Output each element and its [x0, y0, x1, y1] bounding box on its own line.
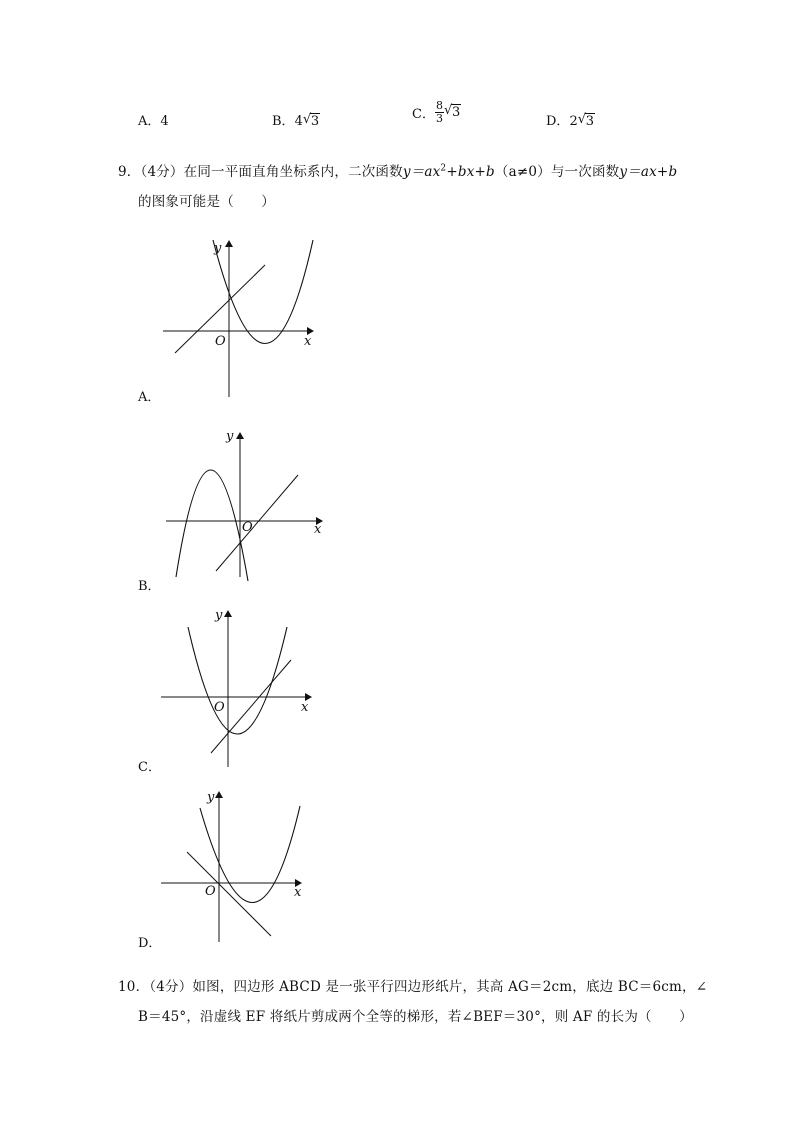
graph-c-label: C．: [138, 760, 161, 775]
origin-label: O: [205, 884, 216, 899]
graph-a-label: A．: [138, 390, 161, 405]
sqrt-symbol: √ 3: [577, 112, 594, 129]
line: [187, 852, 271, 936]
q8-option-a: [138, 110, 169, 129]
axis-label-x: x: [314, 522, 322, 537]
q8-option-c-denominator: 3: [435, 112, 443, 125]
q8-option-c-numerator: 8: [435, 99, 443, 112]
axis-label-y: y: [215, 608, 223, 623]
q8-option-c: [412, 100, 461, 125]
q9-exponent: 2: [440, 163, 447, 174]
q8-option-a-value: 4: [160, 114, 169, 129]
axis-label-y: y: [207, 790, 215, 805]
axis-label-x: x: [301, 700, 309, 715]
axis-label-y: y: [214, 241, 222, 256]
q10-stem-line1: 10．（4分）如图，四边形 ABCD 是一张平行四边形纸片，其高 AG＝2cm，底边 BC＝6cm，∠: [118, 979, 708, 995]
parabola: [213, 240, 313, 344]
q9-stem-line1: [118, 160, 677, 180]
q8-option-d-radicand: 3: [585, 114, 594, 129]
q9-stem-d: （a≠0）与一次函数: [494, 164, 620, 180]
q8-option-b-radicand: 3: [310, 114, 320, 129]
axis-label-y: y: [226, 429, 234, 444]
origin-label: O: [242, 520, 253, 535]
q8-option-d-coef: 2: [569, 114, 578, 129]
q8-option-b-coef: 4: [294, 114, 303, 129]
axis-label-x: x: [294, 885, 302, 900]
sqrt-symbol: √ 3: [302, 112, 320, 129]
q8-option-b-letter: B．: [272, 114, 295, 129]
q8-option-c-radicand: 3: [451, 105, 461, 120]
q9-quadratic-part2: +bx+b: [446, 164, 495, 180]
sqrt-symbol: √ 3: [443, 103, 461, 120]
q8-option-c-letter: C．: [412, 107, 435, 122]
q9-quadratic-part1: y＝ax: [402, 164, 441, 180]
q9-stem-line2: 的图象可能是（ ）: [138, 194, 275, 210]
graph-d: [155, 786, 315, 946]
graph-d-label: D．: [138, 936, 162, 951]
origin-label: O: [214, 700, 225, 715]
q8-option-d-letter: D．: [546, 114, 570, 129]
parabola: [188, 627, 287, 734]
q8-option-d: [546, 110, 595, 129]
axis-label-x: x: [304, 334, 312, 349]
line: [216, 475, 298, 571]
q9-linear-function: y＝ax+b: [619, 164, 678, 180]
graph-c: [155, 605, 325, 770]
q8-option-b: [272, 110, 320, 129]
q9-stem-a: 9．（4分）在同一平面直角坐标系内，二次函数: [118, 164, 403, 180]
parabola: [176, 470, 248, 581]
origin-label: O: [215, 334, 226, 349]
q8-option-c-fraction: [435, 100, 444, 125]
graph-b: [160, 425, 335, 585]
q8-option-a-letter: A．: [138, 114, 161, 129]
graph-a: [155, 235, 325, 400]
q10-stem-line2: B＝45°，沿虚线 EF 将纸片剪成两个全等的梯形，若∠BEF＝30°，则 AF 的长为（ ）: [138, 1009, 693, 1025]
graph-b-label: B．: [138, 579, 161, 594]
